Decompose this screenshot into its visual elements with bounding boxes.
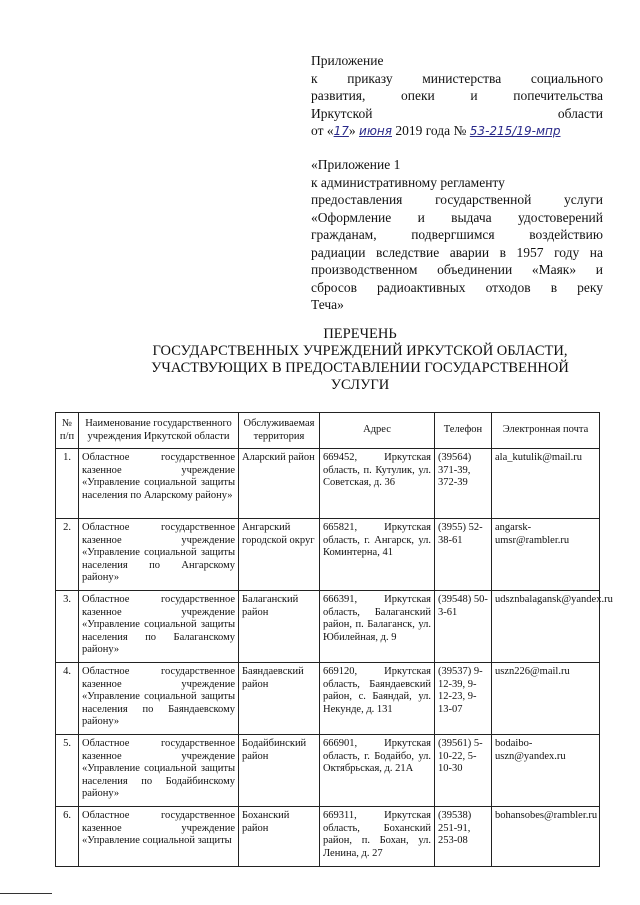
row-phone: (39537) 9-12-39, 9-12-23, 9-13-07 (435, 663, 492, 735)
row-email: udsznbalagansk@yandex.ru (492, 591, 600, 663)
title-line-4: УСЛУГИ (330, 377, 390, 393)
appendix-header (311, 156, 603, 314)
row-name: Областное государственное казенное учреждение «Управление социальной защиты населения по Бодайбинскому району» (79, 735, 239, 807)
row-territory: Аларский район (239, 449, 320, 519)
row-territory: Ангарский городской округ (239, 519, 320, 591)
row-name: Областное государственное казенное учреждение «Управление социальной защиты населения по Ангарскому району» (79, 519, 239, 591)
row-num: 6. (56, 807, 79, 867)
row-address: 666391, Иркутская область, Балаганский район, п. Балаганск, ул. Юбилейная, д. 9 (320, 591, 435, 663)
handwritten-order-number: 53-215/19-мпр (469, 124, 561, 138)
row-email: bodaibo-uszn@yandex.ru (492, 735, 600, 807)
col-header-email: Электронная почта (492, 413, 600, 449)
order-date-line (311, 122, 603, 141)
header-line-1: Приложение (311, 53, 384, 68)
row-phone: (39538) 251-91, 253-08 (435, 807, 492, 867)
row-phone: (3955) 52-38-61 (435, 519, 492, 591)
handwritten-month: июня (359, 124, 392, 138)
footnote-separator (0, 893, 52, 894)
row-num: 1. (56, 449, 79, 519)
row-email: bohansobes@rambler.ru (492, 807, 600, 867)
col-header-name: Наименование государственного учреждения Иркутской области (79, 413, 239, 449)
title-line-2: ГОСУДАРСТВЕННЫХ УЧРЕЖДЕНИЙ ИРКУТСКОЙ ОБЛАСТИ, (152, 343, 568, 359)
table-row (56, 519, 600, 591)
header-line-2: к приказу министерства социального (311, 70, 603, 86)
col-header-address: Адрес (320, 413, 435, 449)
appendix-line-7: производственном объединении «Маяк» и (311, 262, 603, 277)
header-line-3: развития, опеки и попечительства (311, 88, 603, 103)
appendix-line-2: к административному регламенту (311, 174, 505, 190)
row-territory: Баяндаевский район (239, 663, 320, 735)
row-num: 3. (56, 591, 79, 663)
row-num: 5. (56, 735, 79, 807)
appendix-line-8: сбросов радиоактивных отходов в реку (311, 279, 603, 295)
row-territory: Бодайбинский район (239, 735, 320, 807)
col-header-num: № п/п (56, 413, 79, 449)
appendix-line-1: «Приложение 1 (311, 157, 401, 172)
institutions-table (55, 412, 613, 867)
table-row (56, 735, 600, 807)
table-header-row (56, 413, 600, 449)
row-phone: (39561) 5-10-22, 5-10-30 (435, 735, 492, 807)
table-row (56, 663, 600, 735)
row-address: 666901, Иркутская область, г. Бодайбо, ул. Октябрьская, д. 21А (320, 735, 435, 807)
row-address: 669120, Иркутская область, Баяндаевский район, с. Баяндай, ул. Некунде, д. 131 (320, 663, 435, 735)
row-name: Областное государственное казенное учреждение «Управление социальной защиты (79, 807, 239, 867)
row-email: angarsk-umsr@rambler.ru (492, 519, 600, 591)
appendix-line-4: «Оформление и выдача удостоверений (311, 209, 603, 225)
row-name: Областное государственное казенное учреждение «Управление социальной защиты населения по Аларскому району» (79, 449, 239, 519)
row-num: 4. (56, 663, 79, 735)
handwritten-day: 17 (333, 124, 349, 138)
date-prefix: от « (311, 123, 334, 138)
row-territory: Боханский район (239, 807, 320, 867)
row-phone: (39548) 50-3-61 (435, 591, 492, 663)
date-mid: » (348, 123, 356, 138)
row-name: Областное государственное казенное учреждение «Управление социальной защиты населения по Балаганскому району» (79, 591, 239, 663)
col-header-phone: Телефон (435, 413, 492, 449)
row-phone: (39564) 371-39, 372-39 (435, 449, 492, 519)
date-year: 2019 года № (395, 123, 467, 138)
title-line-3: УЧАСТВУЮЩИХ В ПРЕДОСТАВЛЕНИИ ГОСУДАРСТВЕННОЙ (151, 360, 569, 376)
title-line-1: ПЕРЕЧЕНЬ (323, 326, 397, 342)
document-title (100, 326, 620, 394)
table-row (56, 807, 600, 867)
appendix-line-9: Теча» (311, 297, 344, 312)
appendix-line-6: радиации вследствие аварии в 1957 году на (311, 244, 603, 260)
row-email: uszn226@mail.ru (492, 663, 600, 735)
row-address: 669452, Иркутская область, п. Кутулик, ул. Советская, д. 36 (320, 449, 435, 519)
row-num: 2. (56, 519, 79, 591)
header-line-4: Иркутской области (311, 105, 603, 121)
row-territory: Балаганский район (239, 591, 320, 663)
col-header-territory: Обслуживаемая территория (239, 413, 320, 449)
appendix-line-3: предоставления государственной услуги (311, 192, 603, 207)
row-address: 665821, Иркутская область, г. Ангарск, ул. Коминтерна, 41 (320, 519, 435, 591)
row-name: Областное государственное казенное учреждение «Управление социальной защиты населения по Баяндаевскому району» (79, 663, 239, 735)
appendix-line-5: гражданам, подвергшимся воздействию (311, 227, 603, 242)
table-row (56, 591, 600, 663)
order-header (311, 52, 603, 141)
row-email: ala_kutulik@mail.ru (492, 449, 600, 519)
table-row (56, 449, 600, 519)
row-address: 669311, Иркутская область, Боханский район, п. Бохан, ул. Ленина, д. 27 (320, 807, 435, 867)
